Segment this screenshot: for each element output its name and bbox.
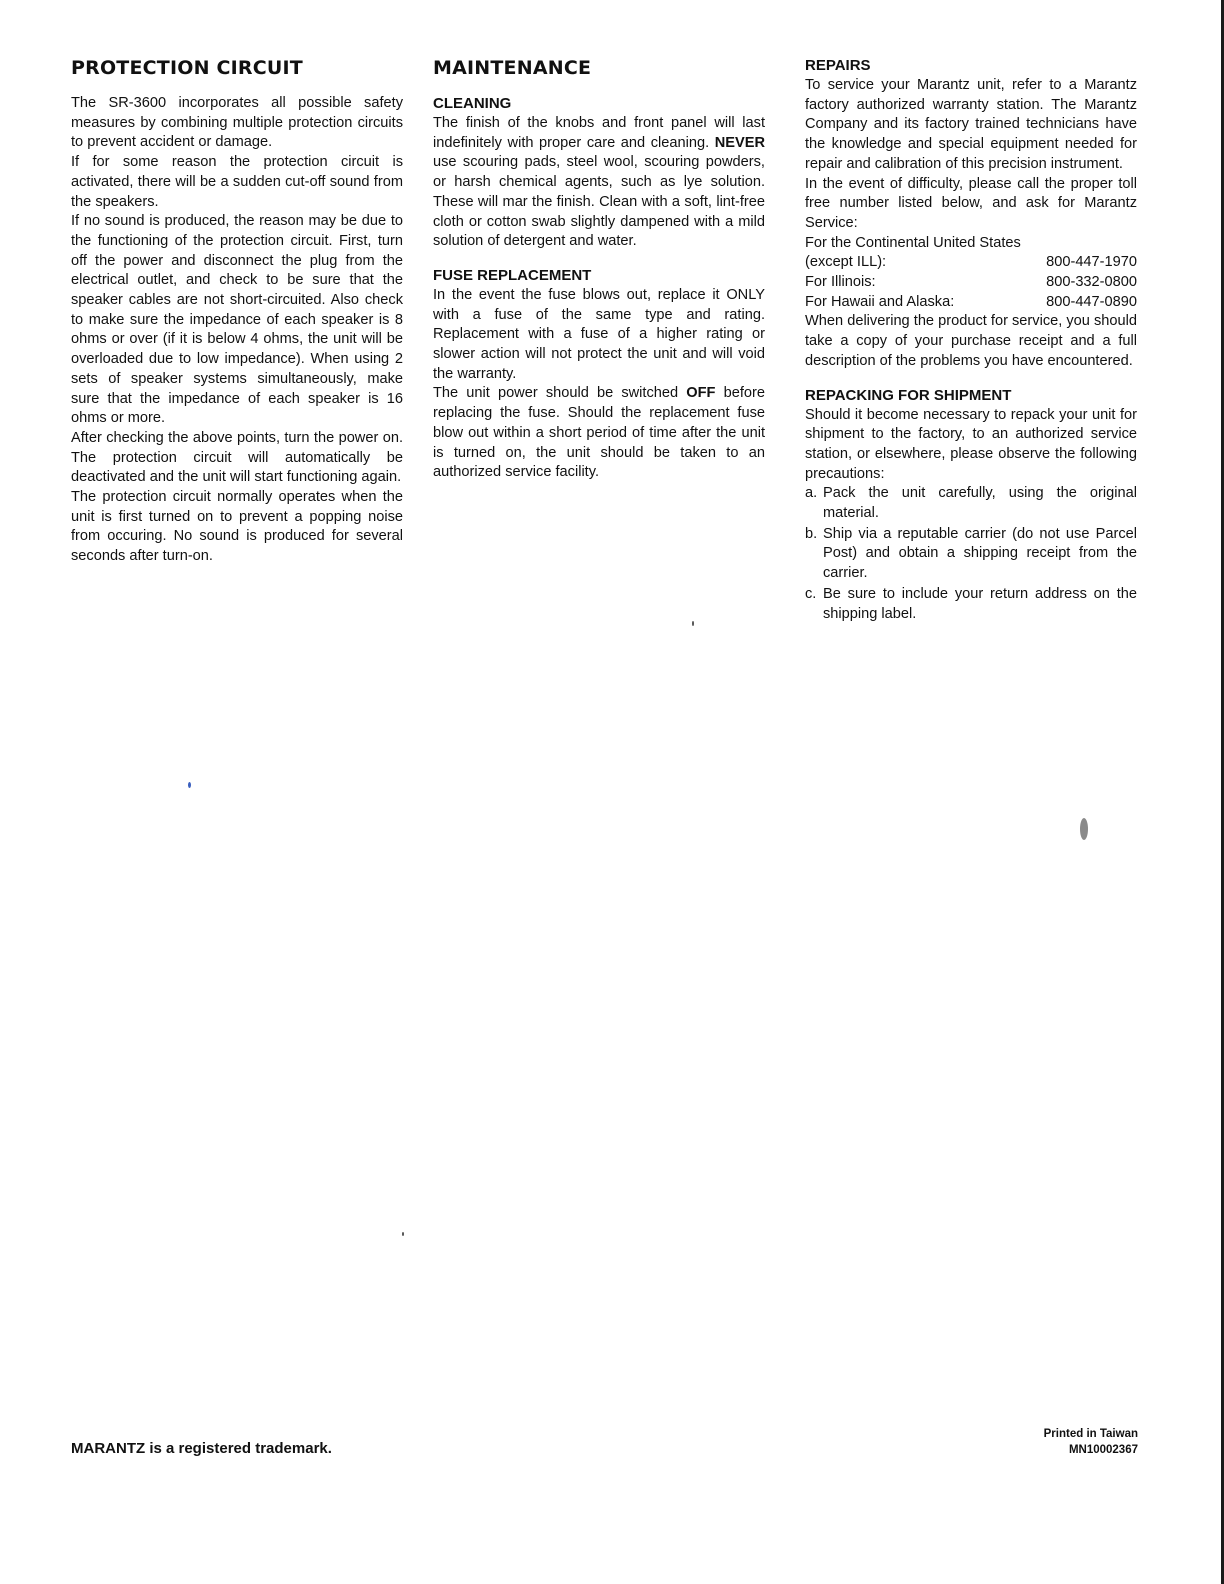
fuse-paragraph-2 xyxy=(433,384,765,483)
repacking-heading: REPACKING FOR SHIPMENT xyxy=(805,386,1012,404)
print-info xyxy=(1010,1426,1138,1458)
repairs-heading: REPAIRS xyxy=(805,57,871,74)
off-emphasis: OFF xyxy=(686,385,716,402)
scan-speck xyxy=(692,621,694,626)
list-item xyxy=(805,525,1137,584)
protection-paragraph: If for some reason the protection circuit is activated, there will be a sudden cut-off sound from the speakers. xyxy=(71,154,403,210)
cleaning-text-after: use scouring pads, steel wool, scouring powders, or harsh chemical agents, such as lye solution. These will mar the finish. Clean with a soft, lint-free cloth or cotton swab slightly dampened with a mild solution of detergent and water. xyxy=(433,154,765,250)
cleaning-heading: CLEANING xyxy=(433,95,512,112)
scan-speck xyxy=(1080,818,1088,840)
phone-number: 800-332-0800 xyxy=(1046,274,1137,291)
fuse-text-before: The unit power should be switched xyxy=(433,385,679,402)
continental-label: For the Continental United States xyxy=(805,234,1021,251)
list-marker: a. xyxy=(805,485,818,502)
trademark-notice: MARANTZ is a registered trademark. xyxy=(71,1440,332,1457)
maintenance-section xyxy=(433,56,765,483)
protection-paragraph: After checking the above points, turn the power on. The protection circuit will automatically be deactivated and the unit will start functioning again. xyxy=(71,429,403,486)
phone-label: For Illinois: xyxy=(805,274,876,291)
scan-speck xyxy=(188,782,191,788)
repairs-paragraph: In the event of difficulty, please call the proper toll free number listed below, and ask for Marantz Service: xyxy=(805,175,1137,231)
phone-label: For Hawaii and Alaska: xyxy=(805,293,955,310)
phone-row xyxy=(805,253,1137,273)
list-item xyxy=(805,585,1137,624)
cleaning-paragraph xyxy=(433,114,765,252)
phone-row xyxy=(805,293,1137,313)
protection-circuit-section xyxy=(71,56,403,567)
printed-in-label: Printed in Taiwan xyxy=(1043,1428,1138,1440)
list-item-text: Ship via a reputable carrier (do not use Parcel Post) and obtain a shipping receipt from the carrier. xyxy=(823,525,1137,582)
list-marker: c. xyxy=(805,585,817,602)
phone-number: 800-447-0890 xyxy=(1046,293,1137,310)
document-code: MN10002367 xyxy=(1068,1444,1138,1456)
list-item-text: Pack the unit carefully, using the original material. xyxy=(823,485,1137,522)
phone-row xyxy=(805,273,1137,293)
repacking-intro: Should it become necessary to repack your unit for shipment to the factory, to an authorized service station, or elsewhere, please observe the following precautions: xyxy=(805,406,1137,482)
never-emphasis: NEVER xyxy=(714,134,765,151)
protection-paragraph: If no sound is produced, the reason may be due to the functioning of the protection circuit. First, turn off the power and disconnect the plug from the electrical outlet, and check to be sure that the speaker cables are not short-circuited. Also check to make sure the impedance of each speaker is 8 ohms or over (if it is below 4 ohms, the unit will be overloaded due to low impedance). When using 2 sets of speaker systems simultaneously, make sure that the impedance of each speaker is 16 ohms or more. xyxy=(71,213,403,427)
precautions-list xyxy=(805,484,1137,624)
cleaning-text-before: The finish of the knobs and front panel will last indefinitely with proper care and cleaning. xyxy=(433,115,765,151)
fuse-paragraph: In the event the fuse blows out, replace it ONLY with a fuse of the same type and rating. Replacement with a fuse of a higher rating or slower action will not protect the unit and will void the warranty. xyxy=(433,286,765,382)
protection-paragraph: The protection circuit normally operates when the unit is first turned on to prevent a popping noise from occuring. No sound is produced for several seconds after turn-on. xyxy=(71,489,403,565)
phone-label: (except ILL): xyxy=(805,254,887,271)
list-item-text: Be sure to include your return address on the shipping label. xyxy=(823,585,1137,622)
repairs-paragraph: To service your Marantz unit, refer to a Marantz factory authorized warranty station. The Marantz Company and its factory trained technicians have the knowledge and special equipment needed for repair and calibration of this precision instrument. xyxy=(805,77,1137,172)
list-item xyxy=(805,484,1137,523)
repairs-paragraph: When delivering the product for service, you should take a copy of your purchase receipt and a full description of the problems you have encountered. xyxy=(805,313,1137,369)
maintenance-title: MAINTENANCE xyxy=(433,57,592,79)
protection-circuit-title: PROTECTION CIRCUIT xyxy=(71,57,303,79)
repairs-section xyxy=(805,56,1137,625)
phone-number: 800-447-1970 xyxy=(1046,254,1137,271)
fuse-replacement-heading: FUSE REPLACEMENT xyxy=(433,266,592,284)
protection-paragraph: The SR-3600 incorporates all possible safety measures by combining multiple protection circuits to prevent accident or damage. xyxy=(71,95,403,151)
list-marker: b. xyxy=(805,525,818,542)
scan-speck xyxy=(402,1232,404,1236)
fuse-text-after: before replacing the fuse. Should the replacement fuse blow out within a short period of time after the unit is turned on, the unit should be taken to an authorized service facility. xyxy=(433,385,765,481)
